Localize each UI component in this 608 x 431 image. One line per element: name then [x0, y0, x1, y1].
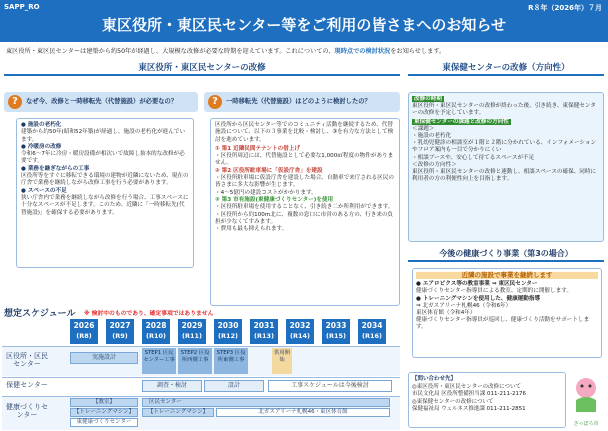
row3-arena: 北ガスアリーナ札幌46・東区体育館	[216, 408, 390, 417]
program-line: ● トレーニングマシンを使用した、健康運動指導	[416, 295, 541, 302]
reiwa-label: (R10)	[146, 332, 166, 340]
year-header	[106, 319, 134, 344]
row-3-label: 健康づくりセンター	[6, 403, 48, 419]
open-marker: 供用開始	[272, 348, 292, 374]
row3-machine-2: 【トレーニングマシン】	[142, 408, 214, 417]
issue-line: ・乳幼児健診の相談室が１階と２階に分かれている、インフォメーションやフロア案内も一目で分かりにくい	[412, 140, 597, 154]
year-header	[70, 319, 98, 344]
program-line: ⇒ 北ガスアリーナ札幌46（令和6年）	[416, 302, 512, 309]
health-program-title: 今後の健康づくり事業（第3の場合）	[408, 248, 604, 262]
year-label: 2027	[109, 321, 131, 330]
right-section-title: 東保健センターの改修（方向性）	[408, 62, 604, 76]
issue-line: ・相談ブースや、安心して待てるスペースが不足	[412, 154, 535, 161]
year-header	[214, 319, 242, 344]
year-label: 2034	[361, 321, 383, 330]
issues-heading: 東保健センターの課題と改修の方向性	[414, 118, 509, 125]
row3-machine: 【トレーニングマシン】	[70, 408, 138, 417]
row3-class: 【教室】	[70, 398, 138, 407]
page-title: 東区役所・東区民センター等をご利用の皆さまへのお知らせ	[102, 16, 506, 34]
contact-title: 【問い合わせ先】	[412, 376, 457, 382]
reason-line: ● 施設の老朽化	[21, 122, 62, 128]
contact-line: ◎東保健センターの改修について	[412, 398, 494, 405]
schedule-title: 想定スケジュール	[4, 309, 76, 319]
row-2-label: 保健センター	[6, 381, 48, 389]
row3-center: 東健康づくりセンター	[70, 418, 138, 427]
reiwa-label: (R13)	[254, 332, 274, 340]
question-icon: ?	[8, 95, 22, 109]
issue-line: ・施設の老朽化	[412, 133, 452, 140]
reasons-panel	[16, 118, 194, 268]
step-1: STEP1 区民センター工事	[142, 348, 176, 374]
year-label: 2032	[289, 321, 311, 330]
question-icon: ?	[208, 95, 222, 109]
issue-line: 東区役所・東区民センターの改修と連動し、相談スペースの確保、同時に利用者の方の利便性向上を目指します。	[412, 169, 597, 183]
contact-line: 市民文化局 区役所整備担当課 011-211-2176	[412, 391, 526, 397]
option-line: ・4〜5億円の建設コストがかかります。	[215, 189, 317, 196]
intro-text: 東区役所・東区民センターは建築から約50年が経過し、大規模な改修が必要な時期を迎えています。これについての、現時点での検討状況をお知らせします。	[6, 48, 446, 55]
contact-box	[408, 372, 566, 428]
program-line: 健康づくりセンター指導員による教室、定期的に開催します。	[416, 288, 572, 295]
year-label: 2026	[73, 321, 95, 330]
question-2	[204, 92, 400, 112]
reason-line: 区役所等をすぐに移転できる環境の建物が近隣にないため、現在の庁舎で業務を継続しながら改修工事を行う必要があります。	[21, 173, 189, 187]
reiwa-label: (R9)	[112, 332, 128, 340]
schedule-note: ※ 検討中のものであり、確定事項ではありません	[84, 311, 214, 317]
year-label: 2030	[217, 321, 239, 330]
contact-line: ◎東区役所・東区民センターの改修について	[412, 383, 521, 390]
reiwa-label: (R15)	[326, 332, 346, 340]
year-label: 2033	[325, 321, 347, 330]
reason-line: ● 冷暖房の改修	[21, 143, 62, 150]
option-line: ・区役所周辺には、代替施設として必要な1,000㎡程度の物件がありません。	[215, 153, 394, 167]
header-date: R８年（2026年）７月	[528, 4, 602, 12]
contact-line: 保健福祉局 ウェルネス推進課 011-211-2851	[412, 406, 526, 412]
reason-line: ● 業務を継ぎながらの工事	[21, 165, 90, 172]
question-1-text: なぜ今、改修と一時移転先（代替施設）が必要なの？	[26, 98, 178, 105]
row2-survey: 調査・検討	[142, 380, 202, 392]
reiwa-label: (R16)	[362, 332, 382, 340]
mascot-logo	[568, 374, 604, 428]
issue-line: ＜課題＞	[412, 125, 435, 132]
year-header	[286, 319, 314, 344]
header-tag: SAPP_RO	[4, 3, 40, 11]
reiwa-label: (R8)	[76, 332, 92, 340]
timing-text: 東区役所・東区民センターの改修が終わった後、引き続き、東保健センターの改修を予定しています。	[412, 103, 596, 117]
timing-heading: 改修の時期	[414, 96, 442, 102]
year-header	[178, 319, 206, 344]
option-line: ・区役所駐車場を使用することなく、引き続き二か所利用ができます。	[215, 204, 394, 211]
reason-line: 建築から約50年(昭和52年築)が経過し、施設の老朽化が進んでいます。	[21, 129, 186, 143]
option-line: ・区役所駐車場に仮設庁舎を建設した場合、自動車で来庁される区民の皆さまに多大な影響が生じます。	[215, 175, 395, 189]
design-bar: 実施設計	[70, 352, 138, 364]
step-3: STEP3 区役所東側工事	[214, 348, 248, 374]
reiwa-label: (R12)	[218, 332, 238, 340]
continue-banner: 近隣の施設で事業を継続します	[416, 272, 598, 279]
year-header	[358, 319, 386, 344]
row2-design: 設計	[204, 380, 264, 392]
program-line: ● エアロビクス等の教室事業 ⇒ 東区民センター	[416, 281, 538, 288]
issue-line: ＜改修の方向性＞	[412, 161, 457, 168]
year-label: 2029	[181, 321, 203, 330]
option-line: ① 第1 近隣民間テナントの借上げ	[215, 145, 300, 152]
row3-civic: 区民センター	[142, 398, 390, 407]
row-1-label: 区役所・区民センター	[6, 352, 48, 368]
reason-line: ● スペースの不足	[21, 187, 67, 194]
option-line: ② 第2 区役所駐車場に「仮設庁舎」を建設	[215, 167, 323, 174]
program-line: 健康づくりセンター指導員が巡回し、健康づくり活動をサポートします。	[416, 317, 590, 331]
year-header	[142, 319, 170, 344]
question-2-text: 一時移転先（代替施設）はどのように検討したの？	[226, 98, 371, 105]
year-label: 2031	[253, 321, 275, 330]
options-panel	[210, 118, 400, 306]
year-label: 2028	[145, 321, 167, 330]
step-2: STEP2 区役所西側工事	[178, 348, 212, 374]
left-section-title: 東区役所・東区民センターの改修	[4, 62, 400, 76]
year-header	[250, 319, 278, 344]
reiwa-label: (R11)	[182, 332, 202, 340]
mascot-caption: さっぽろ市	[573, 421, 599, 427]
option-line: ③ 第3 市有施設(東健康づくりセンター)を使用	[215, 196, 334, 203]
program-line: 東区体育館（令和4年）	[416, 310, 476, 317]
health-program-panel	[412, 268, 602, 358]
row2-undecided: 工事スケジュールは今後検討	[268, 380, 392, 392]
option-line: ・費用も最も抑えられます。	[215, 226, 288, 233]
year-header	[322, 319, 350, 344]
reason-line: 狭い庁舎内で業務を継続しながら改修を行う場合、工事スペースに十分なスペースが不足します。このため、近隣に「一時移転先(代替施設)」を確保する必要があります。	[21, 194, 189, 216]
option-line: ・区役所から約100m北に、複数の窓口に市営のある方の、行き来の負担が少なくてすみます。	[215, 211, 394, 225]
options-intro: 区役所から区民センター等でのコミュニティ活動を継続するため、代替施設について、以下の３事業を比較・検討し、③を有力な方法として検討を進めています。	[215, 122, 394, 143]
reiwa-label: (R14)	[290, 332, 310, 340]
reason-line: 令和6〜7年に冷房・暖房設備が相次いで故障し抜本的な改修が必要です。	[21, 151, 185, 165]
health-center-panel	[408, 92, 604, 242]
question-1	[4, 92, 198, 112]
